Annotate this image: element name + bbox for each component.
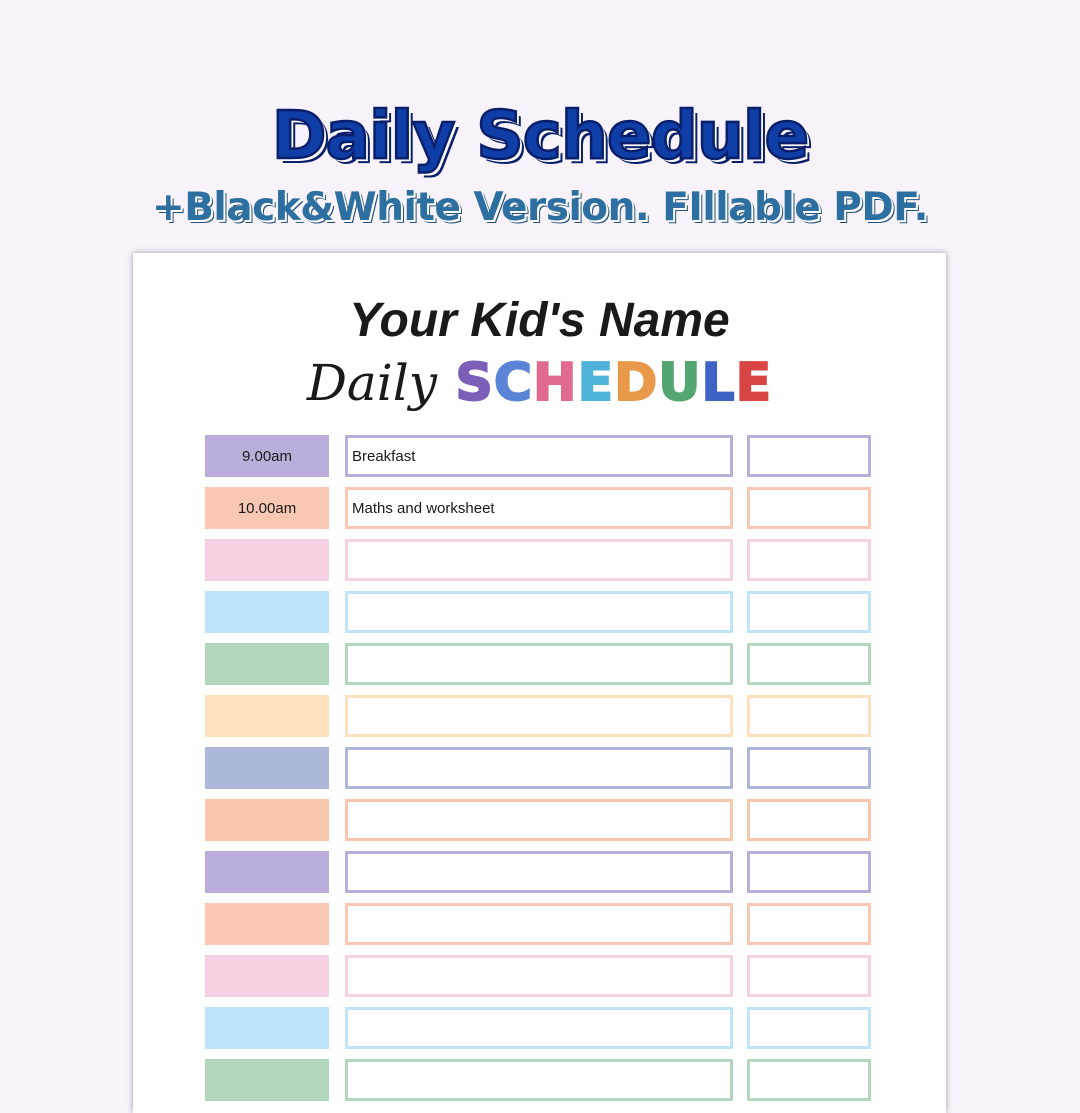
- check-field[interactable]: [747, 747, 871, 789]
- schedule-letter: U: [658, 353, 702, 413]
- banner-title: Daily Schedule: [271, 97, 809, 174]
- check-field[interactable]: [747, 539, 871, 581]
- banner-subtitle: +Black&White Version. FIllable PDF.: [152, 185, 928, 230]
- time-field[interactable]: [205, 1059, 329, 1101]
- check-field[interactable]: [747, 643, 871, 685]
- task-field[interactable]: [345, 799, 733, 841]
- task-field[interactable]: [345, 1007, 733, 1049]
- check-field[interactable]: [747, 1059, 871, 1101]
- schedule-row: [133, 799, 946, 841]
- check-field[interactable]: [747, 435, 871, 477]
- time-field[interactable]: [205, 747, 329, 789]
- time-field[interactable]: [205, 695, 329, 737]
- schedule-letter: D: [614, 353, 659, 413]
- time-field[interactable]: [205, 799, 329, 841]
- kid-name-title: Your Kid's Name: [349, 294, 730, 347]
- task-field[interactable]: Breakfast: [345, 435, 733, 477]
- task-field[interactable]: [345, 539, 733, 581]
- time-field[interactable]: [205, 1007, 329, 1049]
- check-field[interactable]: [747, 955, 871, 997]
- task-field[interactable]: [345, 1059, 733, 1101]
- schedule-sheet: [133, 253, 946, 1113]
- schedule-row: [133, 903, 946, 945]
- time-field[interactable]: [205, 851, 329, 893]
- time-field[interactable]: 9.00am: [205, 435, 329, 477]
- task-field[interactable]: [345, 851, 733, 893]
- task-field[interactable]: [345, 695, 733, 737]
- schedule-letter: L: [701, 353, 736, 413]
- time-field[interactable]: [205, 539, 329, 581]
- task-field[interactable]: Maths and worksheet: [345, 487, 733, 529]
- time-field[interactable]: [205, 591, 329, 633]
- time-field[interactable]: 10.00am: [205, 487, 329, 529]
- schedule-row: [133, 539, 946, 581]
- schedule-row: [133, 695, 946, 737]
- time-field[interactable]: [205, 955, 329, 997]
- schedule-row: [133, 487, 946, 529]
- schedule-row: [133, 591, 946, 633]
- schedule-letter: C: [493, 353, 534, 413]
- schedule-letter: E: [577, 353, 615, 413]
- task-field[interactable]: [345, 903, 733, 945]
- check-field[interactable]: [747, 487, 871, 529]
- schedule-row: [133, 1007, 946, 1049]
- task-field[interactable]: [345, 955, 733, 997]
- schedule-letter: S: [455, 353, 494, 413]
- check-field[interactable]: [747, 903, 871, 945]
- schedule-row: [133, 851, 946, 893]
- check-field[interactable]: [747, 851, 871, 893]
- schedule-letter: E: [735, 353, 773, 413]
- time-field[interactable]: [205, 643, 329, 685]
- check-field[interactable]: [747, 591, 871, 633]
- check-field[interactable]: [747, 695, 871, 737]
- schedule-row: [133, 955, 946, 997]
- daily-script-word: Daily: [306, 354, 437, 412]
- check-field[interactable]: [747, 1007, 871, 1049]
- check-field[interactable]: [747, 799, 871, 841]
- schedule-row: [133, 435, 946, 477]
- task-field[interactable]: [345, 643, 733, 685]
- schedule-table: [133, 253, 946, 1113]
- schedule-row: [133, 747, 946, 789]
- schedule-row: [133, 643, 946, 685]
- task-field[interactable]: [345, 747, 733, 789]
- schedule-letter: H: [533, 353, 578, 413]
- schedule-row: [133, 1059, 946, 1101]
- time-field[interactable]: [205, 903, 329, 945]
- task-field[interactable]: [345, 591, 733, 633]
